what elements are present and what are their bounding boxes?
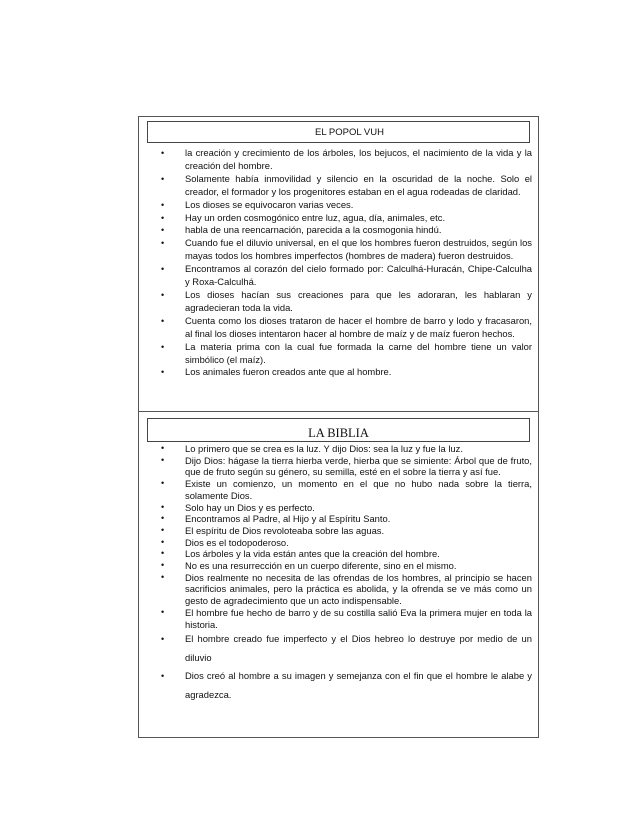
list-item-text: Existe un comienzo, un momento en el que no hubo nada sobre la tierra, solamente Dios.: [185, 478, 532, 501]
list-item-text: Los animales fueron creados ante que al hombre.: [185, 366, 392, 378]
bullet-icon: •: [161, 443, 165, 453]
list-item: [139, 572, 538, 607]
biblia-title: LA BIBLIA: [147, 418, 530, 442]
list-item-text: El espíritu de Dios revoloteaba sobre las aguas.: [185, 524, 385, 536]
bullet-icon: •: [161, 199, 165, 210]
list-item: [139, 537, 538, 549]
list-item: [139, 147, 538, 173]
bullet-icon: •: [161, 501, 165, 512]
list-item: [139, 502, 538, 514]
biblia-list: [139, 443, 538, 704]
document-table: [138, 116, 539, 738]
list-item: [139, 607, 538, 630]
list-item-text: Cuando fue el diluvio universal, en el que los hombres fueron destruidos, según los mayas todos los hombres imperfectos (hombres de madera) fueron destruidos.: [185, 237, 532, 262]
list-item: [139, 667, 538, 704]
bullet-icon: •: [161, 148, 165, 158]
list-item-text: No es una resurrección en un cuerpo diferente, sino en el mismo.: [185, 560, 457, 572]
list-item-text: Los dioses hacían sus creaciones para que les adoraran, les hablaran y agradecieran toda la vida.: [185, 288, 532, 313]
bullet-icon: •: [161, 513, 165, 524]
popol-vuh-list: [139, 147, 538, 379]
list-item-text: Los dioses se equivocaron varias veces.: [185, 198, 354, 210]
list-item: [139, 560, 538, 572]
bullet-icon: •: [161, 173, 165, 184]
list-item: [139, 366, 538, 379]
list-item: [139, 237, 538, 263]
bullet-icon: •: [161, 536, 165, 547]
bullet-icon: •: [161, 634, 165, 645]
list-item-text: Dijo Dios: hágase la tierra hierba verde, hierba que se simiente: Árbol que de fruto, que de fruto según su género, su semilla, esté en el sobre la tierra y así fue.: [185, 454, 532, 478]
list-item-text: Encontramos al Padre, al Hijo y al Espíritu Santo.: [185, 513, 391, 525]
list-item-text: Lo primero que se crea es la luz. Y dijo Dios: sea la luz y fue la luz.: [185, 443, 463, 454]
bullet-icon: •: [161, 548, 165, 559]
bullet-icon: •: [161, 478, 165, 489]
popol-vuh-title: EL POPOL VUH: [147, 121, 530, 143]
bullet-icon: •: [161, 289, 165, 300]
bullet-icon: •: [161, 454, 165, 465]
list-item: [139, 455, 538, 478]
list-item-text: El hombre creado fue imperfecto y el Dios hebreo lo destruye por medio de un diluvio: [185, 633, 532, 663]
list-item-text: habla de una reencarnación, parecida a la cosmogonia hindú.: [185, 224, 442, 236]
bullet-icon: •: [161, 671, 165, 682]
list-item: [139, 173, 538, 199]
bullet-icon: •: [161, 212, 165, 223]
bullet-icon: •: [161, 524, 165, 535]
list-item: [139, 224, 538, 237]
list-item: [139, 548, 538, 560]
list-item-text: Dios realmente no necesita de las ofrendas de los hombres, al principio se hacen sacrificios animales, pero la práctica es abolida, y la ofrenda se ve más como un gesto de agradecimiento que un acto indispensable.: [185, 571, 532, 607]
popol-vuh-section: [139, 117, 538, 412]
list-item: [139, 513, 538, 525]
bullet-icon: •: [161, 264, 165, 275]
list-item: [139, 199, 538, 212]
list-item-text: Los árboles y la vida están antes que la creación del hombre.: [185, 548, 440, 560]
biblia-section: [139, 413, 538, 738]
list-item-text: Encontramos al corazón del cielo formado por: Calculhá-Huracán, Chipe-Calculha y Roxa-Calculhá.: [185, 263, 532, 288]
list-item: [139, 289, 538, 315]
list-item: [139, 263, 538, 289]
list-item-text: La materia prima con la cual fue formada la carne del hombre tiene un valor simbólico (el maíz).: [185, 340, 532, 365]
list-item: [139, 315, 538, 341]
bullet-icon: •: [161, 367, 165, 378]
bullet-icon: •: [161, 315, 165, 326]
list-item-text: Solo hay un Dios y es perfecto.: [185, 501, 315, 513]
list-item: [139, 525, 538, 537]
bullet-icon: •: [161, 606, 165, 617]
list-item-text: Cuenta como los dioses trataron de hacer el hombre de barro y lodo y fracasaron, al final los dioses intentaron hacer al hombre de maíz y de maíz fueron hechos.: [185, 314, 532, 339]
list-item: [139, 341, 538, 367]
list-item-text: Solamente había inmovilidad y silencio en la oscuridad de la noche. Solo el creador, el formador y los progenitores estaban en el agua rodeadas de claridad.: [185, 172, 532, 197]
bullet-icon: •: [161, 238, 165, 249]
bullet-icon: •: [161, 560, 165, 571]
list-item: [139, 443, 538, 455]
bullet-icon: •: [161, 571, 165, 582]
list-item-text: Hay un orden cosmogónico entre luz, agua, día, animales, etc.: [185, 211, 446, 223]
list-item-text: Dios creó al hombre a su imagen y semejanza con el fin que el hombre le alabe y agradezca.: [185, 670, 532, 700]
list-item-text: Dios es el todopoderoso.: [185, 536, 289, 548]
bullet-icon: •: [161, 225, 165, 236]
list-item: [139, 212, 538, 225]
list-item-text: El hombre fue hecho de barro y de su costilla salió Eva la primera mujer en toda la historia.: [185, 606, 532, 630]
bullet-icon: •: [161, 341, 165, 352]
list-item: [139, 630, 538, 667]
list-item-text: la creación y crecimiento de los árboles, los bejucos, el nacimiento de la vida y la creación del hombre.: [185, 147, 532, 171]
list-item: [139, 478, 538, 501]
